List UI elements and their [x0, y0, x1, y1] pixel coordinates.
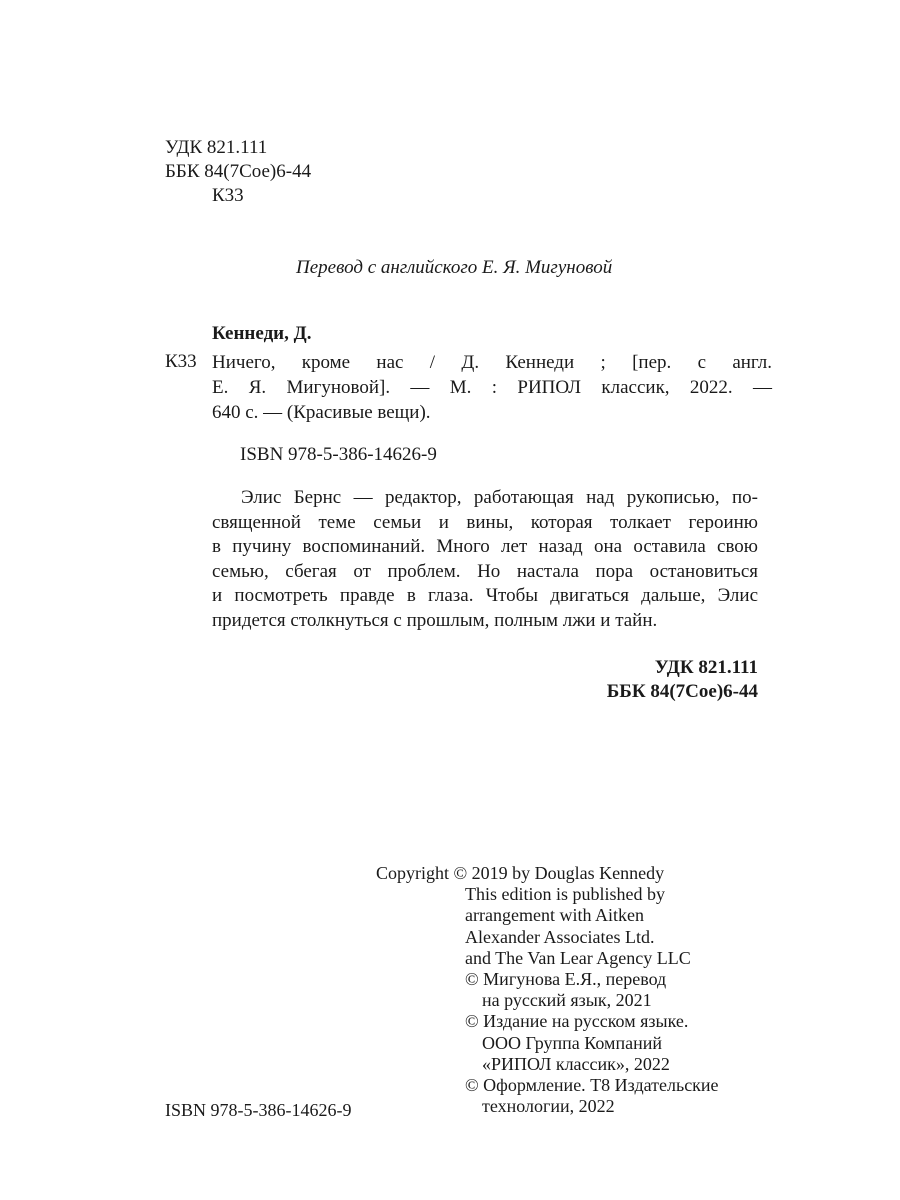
- copyright-line: «РИПОЛ классик», 2022: [482, 1053, 670, 1074]
- translation-credit: Перевод с английского Е. Я. Мигуновой: [296, 257, 613, 278]
- annotation-line: придется столкнуться с прошлым, полным лжи и тайн.: [212, 609, 658, 631]
- description-line: 640 с. — (Красивые вещи).: [212, 402, 431, 423]
- copyright-line: This edition is published by: [465, 884, 665, 905]
- author-mark: К33: [212, 185, 244, 206]
- udk-code-bold: УДК 821.111: [654, 657, 758, 678]
- copyright-line: arrangement with Aitken: [465, 905, 644, 926]
- isbn-entry: ISBN 978-5-386-14626-9: [240, 444, 437, 465]
- description-line: Е. Я. Мигуновой]. — М. : РИПОЛ классик, 2022. —: [212, 377, 772, 398]
- copyright-block: [376, 863, 719, 1117]
- copyright-line: ООО Группа Компаний: [482, 1032, 662, 1053]
- annotation-line: семью, сбегая от проблем. Но настала пора остановиться: [212, 560, 758, 582]
- copyright-line: Alexander Associates Ltd.: [465, 926, 655, 947]
- description-line: Ничего, кроме нас / Д. Кеннеди ; [пер. с англ.: [212, 352, 772, 373]
- annotation-line: священной теме семьи и вины, которая толкает героиню: [212, 511, 758, 533]
- footer-isbn: ISBN 978-5-386-14626-9: [165, 1100, 352, 1120]
- annotation-paragraph: [212, 486, 758, 633]
- copyright-line: © Оформление. Т8 Издательские: [465, 1075, 719, 1096]
- copyright-line: на русский язык, 2021: [482, 990, 652, 1011]
- copyright-line: © Мигунова Е.Я., перевод: [465, 969, 667, 990]
- annotation-line: в пучину воспоминаний. Много лет назад она оставила свою: [212, 536, 758, 557]
- copyright-line: and The Van Lear Agency LLC: [465, 947, 691, 968]
- author-mark-side: К33: [165, 351, 197, 372]
- copyright-line: © Издание на русском языке.: [465, 1011, 689, 1032]
- bbk-code-bold: ББК 84(7Сое)6-44: [606, 681, 758, 702]
- annotation-line: и посмотреть правде в глаза. Чтобы двигаться дальше, Элис: [212, 585, 758, 606]
- copyright-line: технологии, 2022: [482, 1096, 615, 1117]
- bbk-code: ББК 84(7Сое)6-44: [165, 161, 312, 182]
- bibliographic-description: [212, 350, 772, 425]
- udk-code: УДК 821.111: [165, 137, 268, 158]
- copyright-line: Copyright © 2019 by Douglas Kennedy: [376, 863, 665, 883]
- annotation-line: Элис Бернс — редактор, работающая над рукописью, по-: [241, 487, 758, 508]
- author-heading: Кеннеди, Д.: [212, 323, 312, 344]
